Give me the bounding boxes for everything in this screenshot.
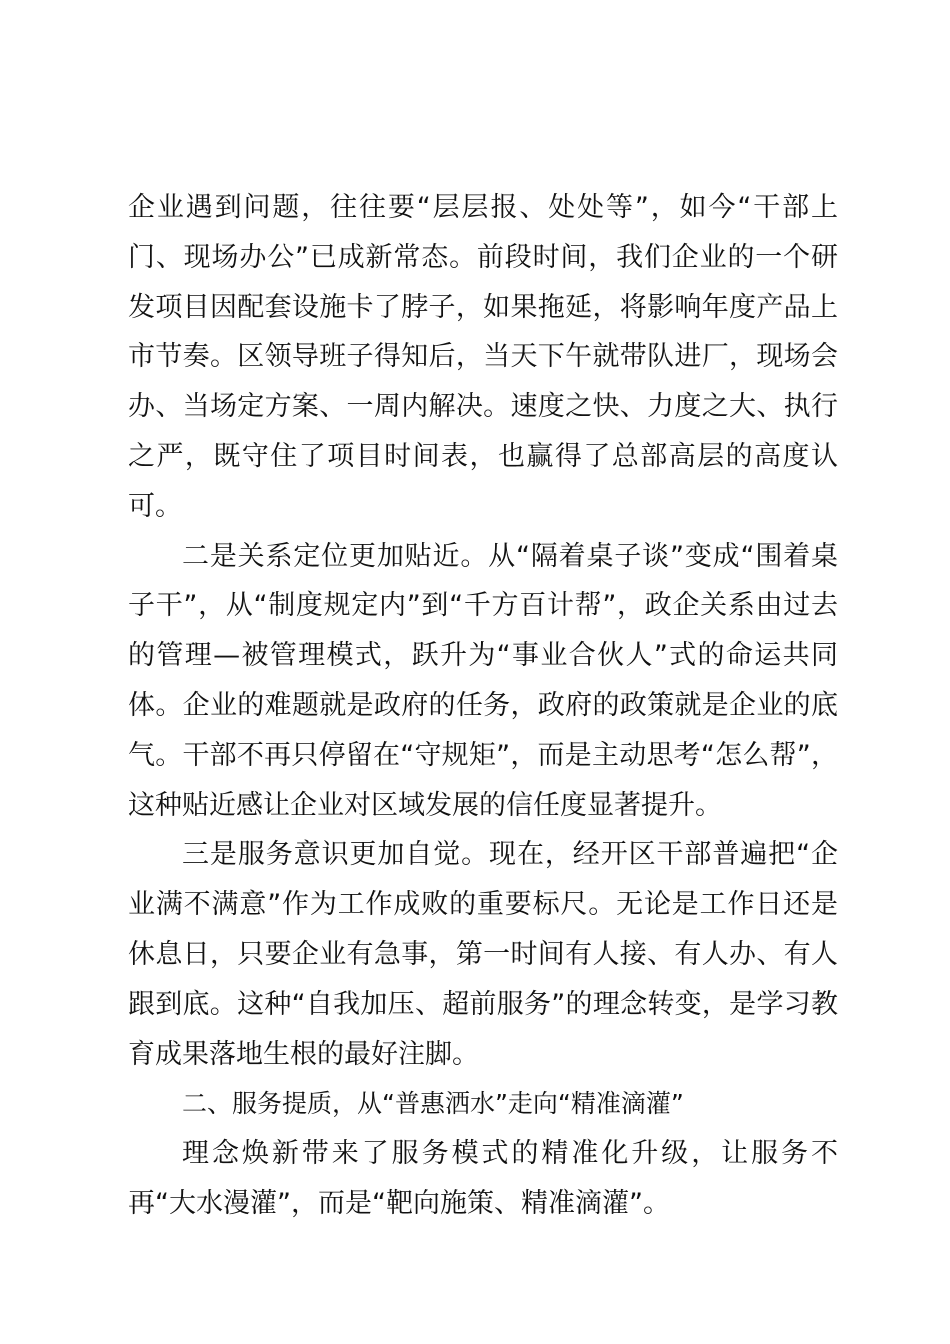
section-heading: 二、服务提质，从“普惠洒水”走向“精准滴灌” [182, 1089, 684, 1119]
paragraph-relationship: 二是关系定位更加贴近。从“隔着桌子谈”变成“围着桌子干”，从“制度规定内”到“千方百计帮”，政企关系由过去的管理—被管理模式，跃升为“事业合伙人”式的命运共同体。企业的难题就是政府的任务，政府的政策就是企业的底气。干部不再只停留在“守规矩”，而是主动思考“怎么帮”，这种贴近感让企业对区域发展的信任度显著提升。 [128, 540, 838, 821]
paragraph-closing: 理念焕新带来了服务模式的精准化升级，让服务不再“大水漫灌”，而是“靶向施策、精准滴灌”。 [128, 1138, 838, 1219]
document-body [128, 183, 838, 1229]
paragraph-continued: 企业遇到问题，往往要“层层报、处处等”，如今“干部上门、现场办公”已成新常态。前段时间，我们企业的一个研发项目因配套设施卡了脖子，如果拖延，将影响年度产品上市节奏。区领导班子得知后，当天下午就带队进厂，现场会办、当场定方案、一周内解决。速度之快、力度之大、执行之严，既守住了项目时间表，也赢得了总部高层的高度认可。 [128, 192, 838, 522]
paragraph-service-awareness: 三是服务意识更加自觉。现在，经开区干部普遍把“企业满不满意”作为工作成败的重要标尺。无论是工作日还是休息日，只要企业有急事，第一时间有人接、有人办、有人跟到底。这种“自我加压、超前服务”的理念转变，是学习教育成果落地生根的最好注脚。 [128, 839, 838, 1070]
